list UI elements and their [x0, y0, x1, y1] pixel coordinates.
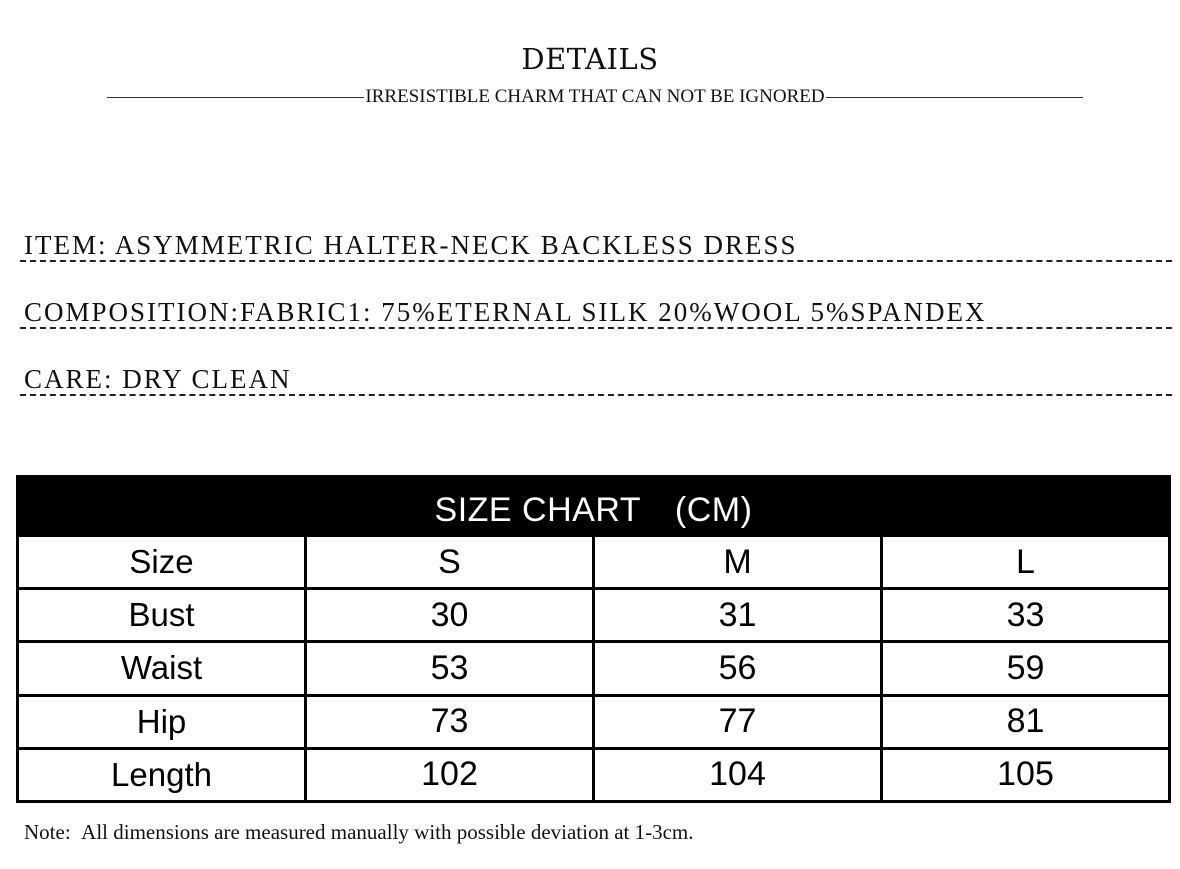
table-cell: 31: [594, 589, 882, 642]
composition-line: COMPOSITION:FABRIC1: 75%ETERNAL SILK 20%WOOL 5%SPANDEX: [20, 295, 1172, 329]
item-line: ITEM: ASYMMETRIC HALTER-NECK BACKLESS DRESS: [20, 228, 1172, 262]
subtitle: IRRESISTIBLE CHARM THAT CAN NOT BE IGNORED: [365, 86, 825, 107]
row-label-waist: Waist: [18, 642, 306, 695]
size-header-label: Size: [18, 536, 306, 589]
size-header-m: M: [594, 536, 882, 589]
table-cell: 56: [594, 642, 882, 695]
table-cell: 77: [594, 695, 882, 748]
table-cell: 102: [306, 748, 594, 801]
table-cell: 104: [594, 748, 882, 801]
subtitle-rule-right: [826, 97, 1083, 98]
row-label-length: Length: [18, 748, 306, 801]
table-cell: 30: [306, 589, 594, 642]
size-header-s: S: [306, 536, 594, 589]
table-cell: 33: [882, 589, 1170, 642]
page-title: DETAILS: [521, 42, 659, 76]
table-row: [18, 748, 1170, 801]
size-chart-title-row: [18, 477, 1170, 536]
table-row: [18, 589, 1170, 642]
table-cell: 73: [306, 695, 594, 748]
table-row: [18, 642, 1170, 695]
size-header-l: L: [882, 536, 1170, 589]
table-row: [18, 695, 1170, 748]
measurement-note: Note: All dimensions are measured manually with possible deviation at 1-3cm.: [24, 820, 694, 844]
row-label-bust: Bust: [18, 589, 306, 642]
table-cell: 59: [882, 642, 1170, 695]
table-cell: 105: [882, 748, 1170, 801]
table-cell: 81: [882, 695, 1170, 748]
subtitle-rule-left: [107, 97, 364, 98]
subtitle-row: [107, 86, 1083, 108]
care-line: CARE: DRY CLEAN: [20, 362, 1172, 396]
size-header-row: [18, 536, 1170, 589]
row-label-hip: Hip: [18, 695, 306, 748]
size-chart-table: [16, 475, 1171, 803]
table-cell: 53: [306, 642, 594, 695]
size-chart-title: SIZE CHART (CM): [18, 477, 1170, 536]
